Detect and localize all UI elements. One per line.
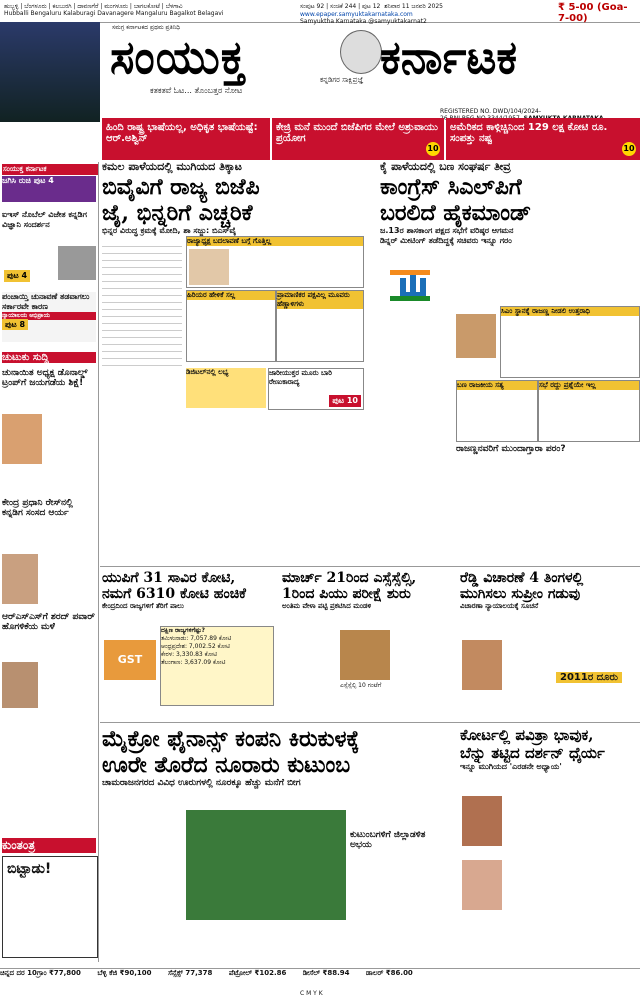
chutuku-heading: ಚುಟುಕು ಸುದ್ದಿ	[2, 352, 96, 363]
edition-cities	[4, 3, 304, 17]
petrol-rate: ಪೆಟ್ರೋಲ್ ₹102.86	[228, 969, 287, 977]
table-row: ಕೇರಳ: 3,330.83 ಕೋಟಿ	[161, 651, 218, 658]
darshan-subhead: ಇನ್ನೂ ಮುಗಿಯದ 'ಎರಡನೇ ಅಧ್ಯಾಯ'	[460, 762, 562, 771]
left-box3[interactable]	[2, 292, 96, 342]
reddy-photo	[462, 640, 502, 690]
hand-icon	[380, 266, 440, 306]
cartoon-box	[2, 856, 98, 958]
left-story-trump[interactable]: ಚುನಾಯಿತ ಅಧ್ಯಕ್ಷ ಡೊನಾಲ್ಡ್ ಟ್ರಂಪ್‌ಗೆ ಜಯಗಡೆಯ ಶಿಕ್ಷೆ!	[2, 368, 88, 388]
gst-graphic: GST	[104, 640, 156, 680]
emblem-icon	[340, 30, 382, 74]
table-title: ದಕ್ಷಿಣ ರಾಜ್ಯಗಳಿಗೆಷ್ಟು?	[161, 627, 206, 634]
reg-text: REGISTERED NO. DWD/104/2024-	[440, 108, 542, 115]
usd-rate: ಡಾಲರ್ ₹86.00	[365, 969, 413, 977]
table-row: ಆಂಧ್ರಪ್ರದೇಶ: 7,002.52 ಕೋಟಿ	[161, 643, 230, 650]
emblem-caption: ಕನ್ನಡಿಗರ ಸಾಕ್ಷಿಪ್ರಜ್ಞೆ	[320, 76, 364, 84]
social-handles: Samyuktha Karnataka @samyuktakarnat2	[300, 18, 427, 25]
top-info-bar	[0, 0, 640, 23]
tax-headline-2: ನಮಗೆ 6310 ಕೋಟಿ ಹಂಚಿಕೆ	[102, 586, 246, 602]
congress-box-c[interactable]	[538, 380, 640, 442]
bjp-headline-2: ಜೈ, ಭಿನ್ನರಿಗೆ ಎಚ್ಚರಿಕೆ	[102, 200, 253, 226]
darshan-photo	[462, 796, 502, 846]
masthead-title-left: ಸಂಯುಕ್ತ	[110, 30, 247, 84]
left-story-pm-race[interactable]: ಕೇಂದ್ರ ಪ್ರಧಾನಿ ರೇಸ್‌ನಲ್ಲಿ ಕನ್ನಡಿಗ ಸಂಸದ ಆರ್ಯ	[2, 498, 73, 518]
tax-subhead: ಕೇಂದ್ರದಿಂದ ರಾಜ್ಯಗಳಿಗೆ ತೆರಿಗೆ ಪಾಲು	[102, 602, 184, 610]
bjp-box-a[interactable]	[186, 236, 364, 288]
redband-story-c[interactable]	[446, 118, 640, 160]
exam-story[interactable]	[282, 570, 452, 611]
bjp-box-b[interactable]	[186, 290, 276, 362]
left-box2[interactable]	[2, 210, 96, 280]
rajanna-photo	[456, 314, 496, 358]
left-box2-text: ಐಇಸ್ ನೊಬೆಲ್ ವಿಜೇತ ಕನ್ನಡಿಗ ವಿಜ್ಞಾನಿ ಸಂದರ್ಶನ	[2, 210, 87, 229]
gold-rate: ಚಿನ್ನದ ದರ 10ಗ್ರಾಂ ₹77,800	[0, 969, 81, 977]
sensex-value: ಸೆನ್ಸೆಕ್ಸ್ 77,378	[167, 969, 213, 977]
darshan-headline-1: ಕೋರ್ಟಲ್ಲಿ ಪವಿತ್ರಾ ಭಾವುಕ,	[460, 726, 594, 744]
epaper-link[interactable]: www.epaper.samyuktakarnataka.com	[300, 11, 413, 18]
bjp-body-text	[102, 240, 182, 370]
congress-headline-1: ಕಾಂಗ್ರೆಸ್ ಸಿಎಲ್‌ಪಿಗೆ	[380, 174, 522, 200]
bjp-box-d-title: ಜಾರೀಯುಕ್ತರ ಮೂರು ಬಾರಿ ರೇಣುಕಾರಾದ್ಯ	[269, 369, 332, 386]
redband-story-b[interactable]	[272, 118, 444, 160]
congress-kicker: ಕೈ ಪಾಳೆಯದಲ್ಲಿ ಬಣ ಸಂಘರ್ಷ ತೀವ್ರ	[380, 160, 511, 173]
congress-box-c-title: ಸಭೆ ರದ್ದು ಪ್ರಶ್ನೆಯೇ ಇಲ್ಲ	[539, 381, 639, 390]
reddy-headline-2: ಮುಗಿಸಲು ಸುಪ್ರೀಂ ಗಡುವು	[460, 586, 581, 602]
tax-headline-1: ಯುಪಿಗೆ 31 ಸಾವಿರ ಕೋಟಿ,	[102, 570, 236, 586]
exam-headline-1: ಮಾರ್ಚ್ 21ರಿಂದ ಎಸ್ಸೆಸ್ಸೆಲ್ಸಿ,	[282, 570, 417, 586]
congress-box-b[interactable]	[456, 380, 538, 442]
congress-story[interactable]	[380, 160, 638, 246]
redband-b-page: 10	[426, 142, 440, 156]
yediyurappa-photo	[189, 249, 229, 285]
tax-story[interactable]	[102, 570, 274, 611]
congress-box-a[interactable]	[500, 306, 640, 378]
issue-date: ಶನಿವಾರ 11 ಜನವರಿ 2025	[384, 3, 444, 10]
locked-house-photo	[186, 810, 346, 920]
left-brand: ಸಂಯುಕ್ತ ಕರ್ನಾಟಕ	[2, 164, 98, 175]
masthead-tagline: ಕತಕತವೆ ಓಟ... ತೊಂಬತ್ತರ ನೋಟ	[150, 86, 243, 95]
left-box1[interactable]: ಜಗಿಸಿ ರುಚಿ ಪುಟ 4	[2, 176, 96, 202]
bjp-subhead: ಭಿನ್ನರ ವಿರುದ್ಧ ಕ್ರಮಕ್ಕೆ ಮೋದಿ, ಶಾ ಸಜ್ಜು: ಬಿಎಸ್‌ವೈ	[102, 226, 237, 235]
pavithra-photo	[462, 860, 502, 910]
reddy-subhead: ವಿಚಾರಣಾ ನ್ಯಾಯಾಲಯಕ್ಕೆ ಸೂಚನೆ	[460, 602, 539, 610]
masthead-title-right: ಕರ್ನಾಟಕ	[380, 30, 518, 84]
kuntantra-heading: ಕುಂತಂತ್ರ	[2, 838, 96, 853]
bjp-box-a-title: ರಾಜ್ಯಾಧ್ಯಕ್ಷ ಬದಲಾವಣೆ ಬಗ್ಗೆ ಗೊತ್ತಿಲ್ಲ	[187, 237, 363, 246]
separator-1	[100, 566, 640, 567]
exam-headline-2: 1ರಿಂದ ಪಿಯು ಪರೀಕ್ಷೆ ಶುರು	[282, 586, 411, 602]
left-box3-tag: ಪುಟ 8	[2, 319, 28, 330]
redband-story-a[interactable]	[102, 118, 270, 160]
left-column	[0, 162, 99, 962]
digital-ad[interactable]	[186, 368, 266, 408]
congress-box-a-title: ಸಿಎಂ ಸ್ಥಾನಕ್ಕೆ ರಾಜಣ್ಣ ನೀಡಲಿ ಉತ್ತರಾಧಿ	[501, 307, 639, 316]
reddy-story[interactable]	[460, 570, 638, 611]
congress-hand-icon	[380, 266, 450, 306]
separator-2	[100, 722, 640, 723]
microfinance-headline-1: ಮೈಕ್ರೋ ಫೈನಾನ್ಸ್ ಕಂಪನಿ ಕಿರುಕುಳಕ್ಕೆ	[102, 726, 360, 752]
darshan-headline-2: ಬೆನ್ನು ತಟ್ಟಿದ ದರ್ಶನ್ ಧೈರ್ಯ	[460, 744, 605, 762]
pawar-photo	[2, 662, 38, 708]
congress-subhead-1: ಜ.13ರ ಶಾಸಕಾಂಗ ಪಕ್ಷದ ಸಭೆಗೆ ವರಿಷ್ಠರ ಆಗಮನ	[380, 226, 514, 235]
reddy-headline-1: ರೆಡ್ಡಿ ವಿಚಾರಣೆ 4 ತಿಂಗಳಲ್ಲಿ	[460, 570, 584, 586]
congress-box-d[interactable]	[456, 444, 638, 544]
cricketer-photo	[0, 22, 100, 122]
left-story-pawar[interactable]: ಆರ್‌ಎಸ್‌ಎಸ್‌ಗೆ ಶರದ್ ಪವಾರ್ ಹೊಗಳಿಕೆಯ ಮಳೆ	[2, 612, 95, 632]
congress-subhead-2: ಡಿನ್ನರ್ ಮೀಟಿಂಗ್ ತಡೆದಿದ್ದಕ್ಕೆ ಸಚಿವರು ಇನ್ನೂ ಗರಂ	[380, 236, 512, 245]
scientist-photo	[58, 246, 96, 280]
masthead-pretitle: ಸಮಗ್ರ ಕರ್ನಾಟಕದ ಪ್ರಥಮ ಪ್ರತಿನಿಧಿ	[112, 24, 181, 31]
price: ₹ 5-00 (Goa-7-00)	[558, 2, 628, 24]
table-row: ತಮಿಳುನಾಡು: 7,057.89 ಕೋಟಿ	[161, 635, 232, 642]
exam-caption: ಎಸ್ಸೆಸ್ಸೆಲ್ಸಿ 10 ಗಂಟೆಗೆ	[340, 682, 382, 689]
table-row: ತೆಲಂಗಾಣ: 3,637.09 ಕೋಟಿ	[161, 659, 226, 666]
diesel-rate: ಡೀಸೆಲ್ ₹88.94	[302, 969, 350, 977]
darshan-story[interactable]	[460, 726, 638, 772]
microfinance-story[interactable]	[102, 726, 452, 788]
mp-photo	[2, 554, 38, 604]
digital-ad-text: ಡಿಜಿಟಲ್‌ನಲ್ಲಿ ಲಭ್ಯ	[186, 368, 229, 376]
cities-english: Hubballi Bengaluru Kalaburagi Davanagere Mangaluru Bagalkot Belagavi	[4, 10, 224, 17]
issue-meta	[300, 3, 540, 25]
bjp-kicker: ಕಮಲ ಪಾಳೆಯದಲ್ಲಿ ಮುಗಿಯದ ತಿಕ್ಕಾಟ	[102, 160, 242, 173]
cmyk-marks: C M Y K	[300, 990, 323, 997]
exam-photo	[340, 630, 390, 680]
microfinance-sidebar[interactable]: ಕುಟುಂಬಗಳಿಗೆ ಜಿಲ್ಲಾಡಳಿತ ಅಭಯ	[350, 830, 426, 850]
bjp-box-b-title: ಹಿರಿಯರ ಹೇಳಿಕೆ ಸಲ್ಲ	[187, 291, 275, 300]
silver-rate: ಬೆಳ್ಳಿ ಕೆಜಿ ₹90,100	[97, 969, 152, 977]
bjp-box-c-title: ಪ್ರಾಮಾಣಿಕರ ಪಕ್ಷವಿಲ್ಲ ಮೂವರು ಹೆಣ್ಣಾಳಿಗಳು	[277, 291, 363, 309]
reddy-tag: 2011ರ ದೂರು	[556, 672, 622, 683]
bjp-box-d[interactable]	[268, 368, 364, 410]
congress-box-b-title: ಬಣ ರಾಜಕೀಯ ಸತ್ಯ	[457, 381, 537, 390]
redband-c-text: ಅಮೆರಿಕದ ಕಾಳ್ಗಿಚ್ಚಿನಿಂದ 129 ಲಕ್ಷ ಕೋಟಿ ರೂ. ಸಂಪತ್ತು ನಷ್ಟ	[450, 122, 608, 144]
bjp-page-tag: ಪುಟ 10	[329, 395, 361, 407]
cities-kannada: ಹುಬ್ಬಳ್ಳಿ | ಬೆಂಗಳೂರು | ಕಲಬುರಗಿ | ದಾವಣಗೆರೆ | ಮಂಗಳೂರು | ಬಾಗಲಕೋಟೆ | ಬೆಳಗಾವಿ	[4, 3, 183, 10]
volume-info: ಸಂಪುಟ 92 | ಸಂಚಿಕೆ 244 | ಪುಟ 12	[300, 3, 381, 10]
bjp-story[interactable]	[102, 160, 372, 236]
cartoon-caption: ಬಿಟ್ಟಾಡು!	[7, 861, 52, 877]
redband-c-page: 10	[622, 142, 636, 156]
left-box3-text: ಪಂಚಾಯ್ತಿ ಚುನಾವಣೆ ತಡವಾಗಲು ಸರ್ಕಾರವೇ ಕಾರಣ	[2, 292, 90, 311]
bjp-box-c[interactable]	[276, 290, 364, 362]
congress-box-d-title: ರಾಜಣ್ಣನವರಿಗೆ ಮುಂದಾಗ್ತಾರಾ ಪರಂ?	[456, 444, 566, 454]
bjp-headline-1: ಬಿವೈವಿಗೆ ರಾಜ್ಯ ಬಿಜೆಪಿ	[102, 174, 260, 200]
redband-a-text: ಹಿಂದಿ ರಾಷ್ಟ್ರ ಭಾಷೆಯಲ್ಲ, ಅಧಿಕೃತ ಭಾಷೆಯಷ್ಟೆ: ಆರ್.ಅಶ್ವಿನ್	[106, 122, 258, 144]
trump-photo	[2, 414, 42, 464]
exam-subhead: ಅಂತಿಮ ವೇಳಾ ಪಟ್ಟಿ ಪ್ರಕಟಿಸಿದ ಮಂಡಳಿ	[282, 602, 372, 610]
microfinance-subhead: ಚಾಮರಾಜನಗರದ ವಿವಿಧ ಊರುಗಳಲ್ಲಿ ನೂರಕ್ಕೂ ಹೆಚ್ಚು ಮನೆಗೆ ಬೀಗ	[102, 778, 301, 788]
left-box3-sub: ನ್ಯಾಯಾಲಯ ಅಭಿಪ್ರಾಯ	[2, 312, 96, 320]
congress-headline-2: ಬರಲಿದೆ ಹೈಕಮಾಂಡ್	[380, 200, 532, 226]
left-box2-tag: ಪುಟ 4	[4, 270, 30, 282]
south-states-table	[160, 626, 274, 706]
redband-b-text: ಕೇಜ್ರಿ ಮನೆ ಮುಂದೆ ಬಿಜೆಪಿಗರ ಮೇಲೆ ಅಶ್ರುವಾಯು ಪ್ರಯೋಗ	[276, 122, 438, 144]
market-rates-bar	[0, 968, 640, 987]
microfinance-headline-2: ಊರೇ ತೊರೆದ ನೂರಾರು ಕುಟುಂಬ	[102, 752, 351, 778]
